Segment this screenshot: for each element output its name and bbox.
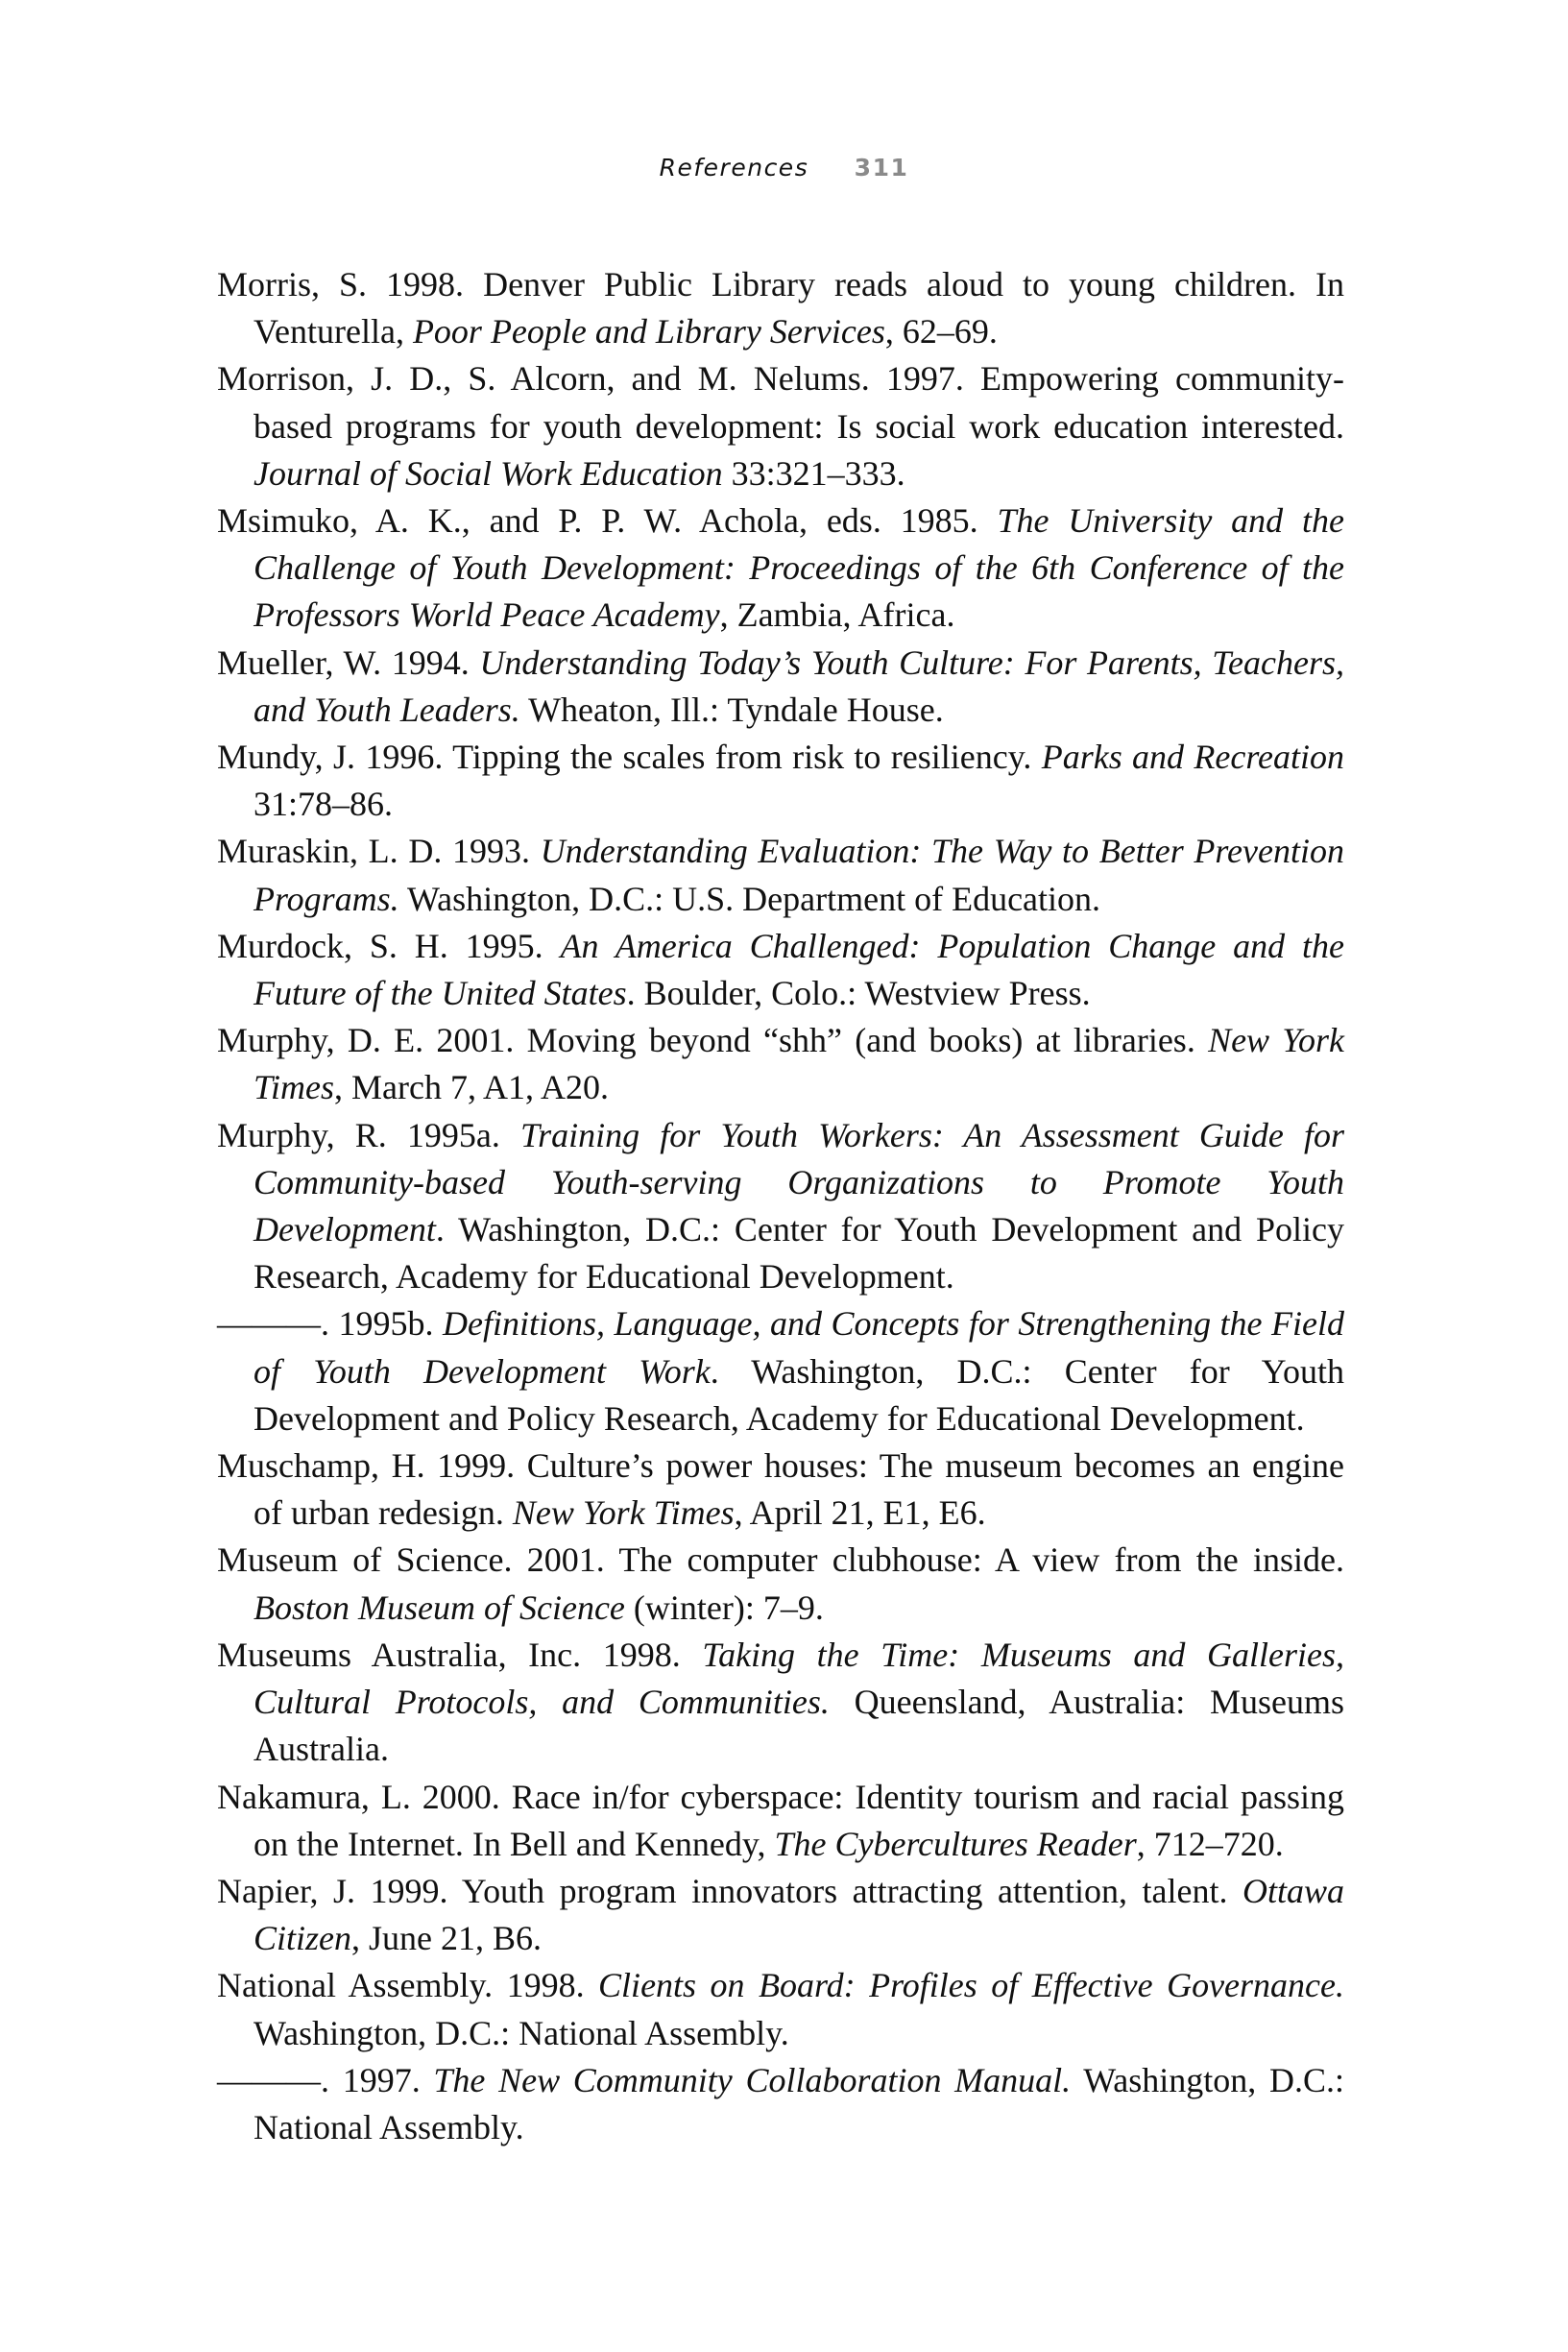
reference-text: Murphy, D. E. 2001. Moving beyond “shh” (and books) at libraries.	[217, 1021, 1209, 1060]
reference-text: Morris, S. 1998. Denver Public Library reads aloud to young children. In Venturella,	[217, 265, 1344, 352]
reference-title-italic: Boston Museum of Science	[253, 1588, 625, 1627]
reference-text: Queensland, Australia: Museums Australia.	[253, 1683, 1344, 1769]
reference-entry	[217, 828, 1344, 922]
reference-text: , Zambia, Africa.	[719, 595, 955, 635]
reference-entry	[217, 497, 1344, 640]
reference-title-italic: Poor People and Library Services	[412, 312, 885, 352]
reference-text: Washington, D.C.: U.S. Department of Education.	[398, 879, 1101, 918]
reference-title-italic: New York Times	[512, 1493, 735, 1533]
reference-title-italic: Parks and Recreation	[1041, 738, 1344, 777]
reference-text: Wheaton, Ill.: Tyndale House.	[519, 690, 944, 729]
reference-text: Washington, D.C.: National Assembly.	[253, 2013, 789, 2052]
reference-title-italic: Clients on Board: Profiles of Effective Governance.	[598, 1966, 1345, 2005]
reference-title-italic: Journal of Social Work Education	[253, 453, 723, 493]
running-header	[0, 154, 1568, 182]
reference-entry	[217, 1632, 1344, 1774]
reference-text: Nakamura, L. 2000. Race in/for cyberspace: Identity tourism and racial passing on the Internet. In Bell and Kennedy,	[217, 1777, 1344, 1863]
reference-title-italic: Understanding Today’s Youth Culture: For Parents, Teachers, and Youth Leaders.	[253, 643, 1344, 729]
reference-text: National Assembly. 1998.	[217, 1966, 599, 2005]
reference-text: , 62–69.	[884, 312, 998, 352]
reference-text: . Boulder, Colo.: Westview Press.	[626, 974, 1091, 1013]
reference-text: Morrison, J. D., S. Alcorn, and M. Nelums. 1997. Empowering community-based programs for youth development: Is social work education interested.	[217, 359, 1344, 446]
reference-entry	[217, 1537, 1344, 1631]
reference-title-italic: Training for Youth Workers: An Assessment Guide for Community-based Youth-serving Organizations to Promote Youth Development	[253, 1115, 1344, 1249]
reference-title-italic: Definitions, Language, and Concepts for Strengthening the Field of Youth Development Work	[253, 1304, 1345, 1391]
reference-entry	[217, 640, 1344, 734]
reference-text: , March 7, A1, A20.	[334, 1068, 610, 1107]
reference-text: Napier, J. 1999. Youth program innovators attracting attention, talent.	[217, 1871, 1242, 1910]
reference-text: . Washington, D.C.: Center for Youth Development and Policy Research, Academy for Educational Development.	[253, 1210, 1344, 1297]
reference-text: Muschamp, H. 1999. Culture’s power houses: The museum becomes an engine of urban redesign.	[217, 1446, 1344, 1533]
reference-entry	[217, 1017, 1344, 1111]
reference-entry	[217, 734, 1344, 828]
page-number: 311	[854, 154, 909, 182]
reference-title-italic: Understanding Evaluation: The Way to Better Prevention Programs.	[253, 832, 1344, 918]
reference-text: , June 21, B6.	[351, 1919, 543, 1958]
reference-entry	[217, 1962, 1344, 2056]
reference-title-italic: The New Community Collaboration Manual.	[433, 2060, 1072, 2099]
reference-text: , April 21, E1, E6.	[734, 1493, 986, 1533]
reference-entry	[217, 261, 1344, 355]
reference-title-italic: Taking the Time: Museums and Galleries, Cultural Protocols, and Communities.	[253, 1635, 1344, 1722]
reference-title-italic: New York Times	[253, 1021, 1345, 1107]
reference-title-italic: An America Challenged: Population Change and the Future of the United States	[253, 926, 1344, 1013]
reference-text: , 712–720.	[1136, 1824, 1284, 1863]
reference-entry	[217, 1443, 1344, 1537]
reference-text: 33:321–333.	[722, 453, 905, 493]
reference-list	[217, 261, 1344, 2151]
reference-entry	[217, 355, 1344, 497]
reference-text: (winter): 7–9.	[624, 1588, 824, 1627]
reference-title-italic: The University and the Challenge of Youth Development: Proceedings of the 6th Conference of the Professors World Peace Academy	[253, 501, 1344, 635]
reference-text: 31:78–86.	[253, 785, 394, 824]
reference-text: Washington, D.C.: National Assembly.	[253, 2060, 1345, 2146]
reference-text: Museum of Science. 2001. The computer clubhouse: A view from the inside.	[217, 1540, 1344, 1580]
reference-text: Msimuko, A. K., and P. P. W. Achola, eds. 1985.	[217, 501, 998, 541]
reference-text: Murphy, R. 1995a.	[217, 1115, 521, 1154]
reference-text: Muraskin, L. D. 1993.	[217, 832, 541, 871]
reference-entry	[217, 1868, 1344, 1962]
reference-entry	[217, 923, 1344, 1017]
reference-title-italic: Ottawa Citizen	[253, 1871, 1344, 1958]
running-title: References	[659, 154, 809, 182]
reference-text: Murdock, S. H. 1995.	[217, 926, 561, 965]
reference-text: Museums Australia, Inc. 1998.	[217, 1635, 703, 1674]
reference-entry	[217, 1300, 1344, 1443]
reference-text: Mueller, W. 1994.	[217, 643, 480, 682]
reference-text: . Washington, D.C.: Center for Youth Development and Policy Research, Academy for Educational Development.	[253, 1351, 1344, 1438]
reference-text: ———. 1997.	[217, 2060, 434, 2099]
reference-entry	[217, 1112, 1344, 1301]
reference-text: Mundy, J. 1996. Tipping the scales from risk to resiliency.	[217, 738, 1042, 777]
reference-entry	[217, 1774, 1344, 1868]
reference-entry	[217, 2057, 1344, 2151]
reference-text: ———. 1995b.	[217, 1304, 443, 1344]
reference-title-italic: The Cybercultures Reader	[774, 1824, 1137, 1863]
